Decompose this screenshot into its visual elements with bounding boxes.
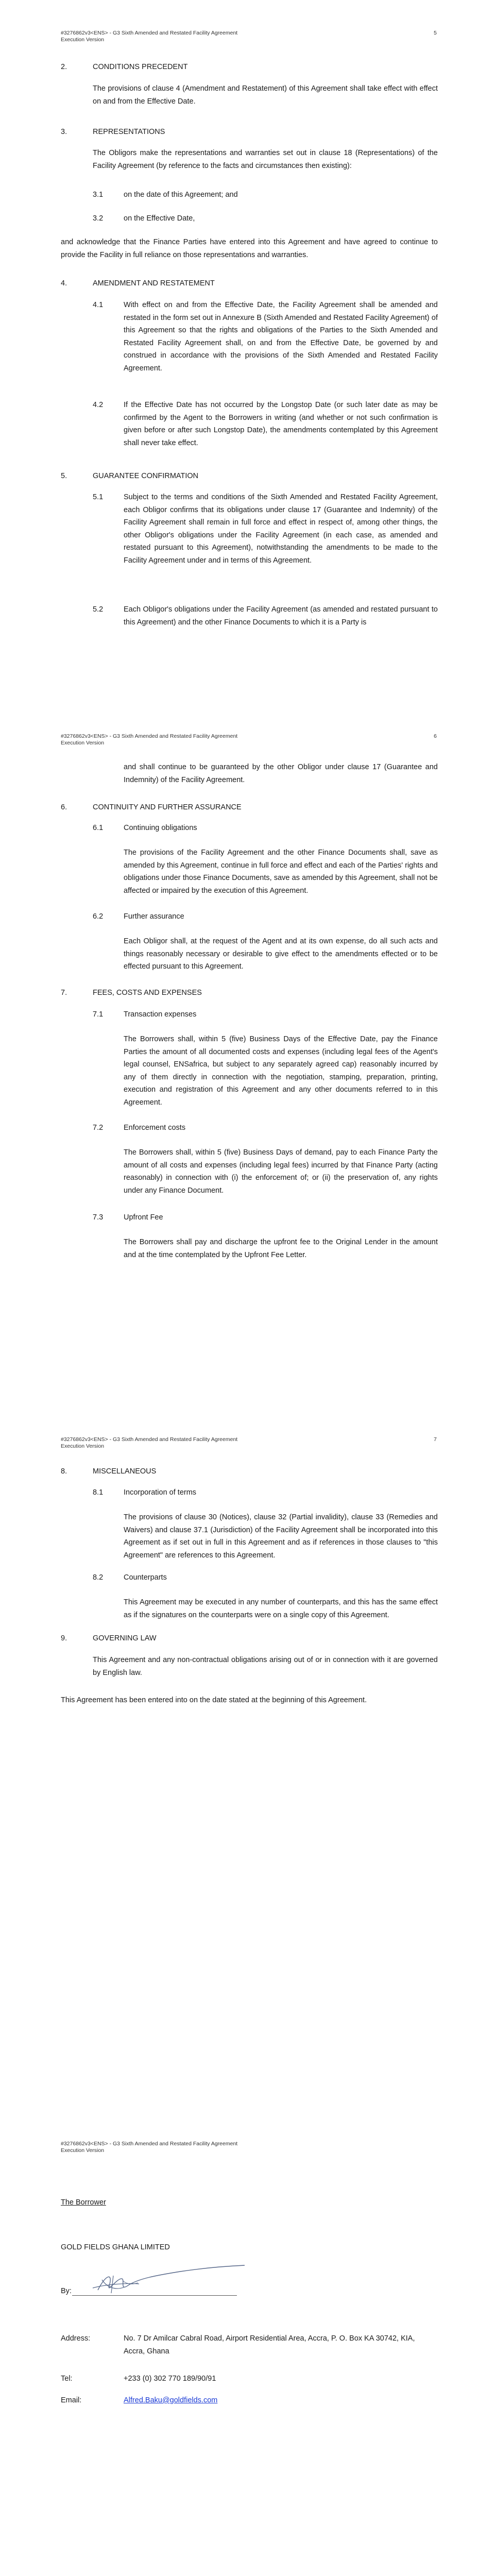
clause-title: Counterparts — [124, 1573, 167, 1582]
header-reference: #3276862v3<ENS> - G3 Sixth Amended and Restated Facility Agreement — [61, 2141, 238, 2147]
clause-number: 3.2 — [93, 214, 104, 223]
clause-number: 3.1 — [93, 191, 104, 199]
section-number: 7. — [61, 989, 67, 997]
header-reference: #3276862v3<ENS> - G3 Sixth Amended and Restated Facility Agreement — [61, 1436, 238, 1443]
clause-text: The provisions of the Facility Agreement and the other Finance Documents shall, save as amended by this Agreement, continue in full force and effect and each of the Parties' rights and obligations under those Finance Documents, save as amended by this Agreement, shall not be affected or impaired by the execution of this Agreement. — [124, 849, 438, 895]
page-5 — [0, 0, 497, 703]
clause-text: If the Effective Date has not occurred by the Longstop Date (or such later date as may be confirmed by the Agent to the Borrowers in writing (and whether or not such confirmation is given before or after such Longstop Date), the amendments contemplated by this Agreement shall never take effect. — [124, 401, 438, 447]
page-6 — [0, 703, 497, 1406]
clause-number: 7.1 — [93, 1010, 104, 1019]
page-header — [61, 1436, 437, 1450]
clause-text: on the Effective Date, — [124, 214, 195, 223]
header-version: Execution Version — [61, 1443, 105, 1449]
clause-title: Incorporation of terms — [124, 1488, 197, 1497]
page-header — [61, 2141, 437, 2154]
section-heading: GOVERNING LAW — [93, 1634, 157, 1642]
section-number: 6. — [61, 803, 67, 811]
address-label: Address: — [61, 2334, 91, 2343]
clause-title: Continuing obligations — [124, 824, 197, 832]
clause-text: Subject to the terms and conditions of the Sixth Amended and Restated Facility Agreement, each Obligor confirms that its obligations under clause 17 (Guarantee and Indemnity) of the Facility Agreement shall remain in full force and effect in respect of, among other things, the other Obligor's obligations under the Facility Agreement (in each case, as amended and restated pursuant to this Agreement), notwithstanding the amendments to be made to the Facility Agreement under and in terms of this Agreement. — [124, 493, 438, 565]
clause-number: 8.2 — [93, 1573, 104, 1582]
signature-mark — [77, 2264, 252, 2300]
company-name: GOLD FIELDS GHANA LIMITED — [61, 2243, 170, 2251]
clause-number: 4.1 — [93, 301, 104, 309]
party-label: The Borrower — [61, 2198, 106, 2207]
clause-number: 5.1 — [93, 493, 104, 501]
clause-number: 5.2 — [93, 605, 104, 614]
clause-number: 7.3 — [93, 1213, 104, 1222]
clause-title: Enforcement costs — [124, 1124, 186, 1132]
clause-text: The Borrowers shall pay and discharge the upfront fee to the Original Lender in the amount and at the time contemplated by the Upfront Fee Letter. — [124, 1238, 438, 1259]
clause-text: Each Obligor's obligations under the Facility Agreement (as amended and restated pursuant to this Agreement) and the other Finance Documents to which it is a Party is — [124, 605, 438, 626]
section-number: 4. — [61, 279, 67, 287]
section-number: 3. — [61, 128, 67, 136]
section-number: 9. — [61, 1634, 67, 1642]
header-reference: #3276862v3<ENS> - G3 Sixth Amended and Restated Facility Agreement — [61, 30, 238, 36]
clause-number: 6.1 — [93, 824, 104, 832]
tel-value: +233 (0) 302 770 189/90/91 — [124, 2375, 216, 2383]
page-number: 5 — [434, 30, 437, 36]
clause-text: This Agreement may be executed in any number of counterparts, and this has the same effect as if the signatures on the counterparts were on a single copy of this Agreement. — [124, 1598, 438, 1619]
header-reference: #3276862v3<ENS> - G3 Sixth Amended and Restated Facility Agreement — [61, 733, 238, 739]
section-heading: REPRESENTATIONS — [93, 128, 165, 136]
tel-label: Tel: — [61, 2375, 73, 2383]
page-number: 7 — [434, 1436, 437, 1443]
email-label: Email: — [61, 2396, 82, 2404]
section-body: The Obligors make the representations and warranties set out in clause 18 (Representations) of the Facility Agreement (by reference to the facts and circumstances then existing): — [93, 149, 438, 170]
section-heading: MISCELLANEOUS — [93, 1467, 157, 1476]
section-number: 5. — [61, 472, 67, 480]
header-version: Execution Version — [61, 2147, 105, 2154]
address-value: No. 7 Dr Amilcar Cabral Road, Airport Residential Area, Accra, P. O. Box KA 30742, KIA, Accra, Ghana — [124, 2334, 415, 2355]
by-label: By: — [61, 2287, 72, 2295]
section-heading: CONTINUITY AND FURTHER ASSURANCE — [93, 803, 242, 811]
clause-number: 7.2 — [93, 1124, 104, 1132]
clause-number: 6.2 — [93, 912, 104, 921]
clause-title: Upfront Fee — [124, 1213, 163, 1222]
page-header — [61, 30, 437, 43]
section-tail: and acknowledge that the Finance Parties have entered into this Agreement and have agreed to continue to provide the Facility in full reliance on those representations and warranties. — [61, 238, 438, 259]
clause-title: Transaction expenses — [124, 1010, 197, 1019]
clause-title: Further assurance — [124, 912, 184, 921]
clause-text: on the date of this Agreement; and — [124, 191, 238, 199]
section-heading: AMENDMENT AND RESTATEMENT — [93, 279, 215, 287]
page-number: 6 — [434, 733, 437, 739]
section-heading: GUARANTEE CONFIRMATION — [93, 472, 199, 480]
page-7 — [0, 1406, 497, 2110]
clause-text: The Borrowers shall, within 5 (five) Business Days of demand, pay to each Finance Party the amount of all costs and expenses (including legal fees) incurred by that Finance Party (acting reasonably) in connection with (i) the enforcement of; or (ii) the preservation of, any rights under any Finance Document. — [124, 1148, 438, 1195]
clause-text: The provisions of clause 30 (Notices), clause 32 (Partial invalidity), clause 33 (Remedies and Waivers) and clause 37.1 (Jurisdiction) of the Facility Agreement shall be incorporated into this Agreement as if set out in full in this Agreement and as if references in those clauses to "this Agreement" are references to this Agreement. — [124, 1513, 438, 1560]
closing-statement: This Agreement has been entered into on the date stated at the beginning of this Agreement. — [61, 1696, 367, 1704]
clause-text: Each Obligor shall, at the request of the Agent and at its own expense, do all such acts and things reasonably necessary or desirable to give effect to the amendments effected or to be effected pursuant to this Agreement. — [124, 937, 438, 971]
signature-page — [0, 2110, 497, 2576]
clause-number: 4.2 — [93, 401, 104, 409]
section-heading: FEES, COSTS AND EXPENSES — [93, 989, 202, 997]
email-link[interactable]: Alfred.Baku@goldfields.com — [124, 2396, 218, 2404]
section-body: This Agreement and any non-contractual obligations arising out of or in connection with it are governed by English law. — [93, 1656, 438, 1677]
section-body: The provisions of clause 4 (Amendment and Restatement) of this Agreement shall take effect with effect on and from the Effective Date. — [93, 84, 438, 106]
section-number: 8. — [61, 1467, 67, 1476]
clause-text: With effect on and from the Effective Date, the Facility Agreement shall be amended and restated in the form set out in Annexure B (Sixth Amended and Restated Facility Agreement) of this Agreement so that the rights and obligations of the Parties to the Sixth Amended and Restated Facility Agreement shall, on and from the Effective Date, be governed by and construed in accordance with the provisions of the Sixth Amended and Restated Facility Agreement. — [124, 301, 438, 372]
continuation-text: and shall continue to be guaranteed by the other Obligor under clause 17 (Guarantee and Indemnity) of the Facility Agreement. — [124, 763, 438, 784]
page-header — [61, 733, 437, 747]
header-version: Execution Version — [61, 740, 105, 746]
section-number: 2. — [61, 63, 67, 71]
section-heading: CONDITIONS PRECEDENT — [93, 63, 188, 71]
clause-number: 8.1 — [93, 1488, 104, 1497]
header-version: Execution Version — [61, 37, 105, 43]
clause-text: The Borrowers shall, within 5 (five) Business Days of the Effective Date, pay the Finance Parties the amount of all documented costs and expenses (including legal fees of the Agent's legal counsel, ENSafrica, but subject to any separately agreed cap) reasonably incurred by any of them directly in connection with the negotiation, stamping, preparation, printing, execution and registration of this Agreement and any other documents referred to in this Agreement. — [124, 1035, 438, 1107]
